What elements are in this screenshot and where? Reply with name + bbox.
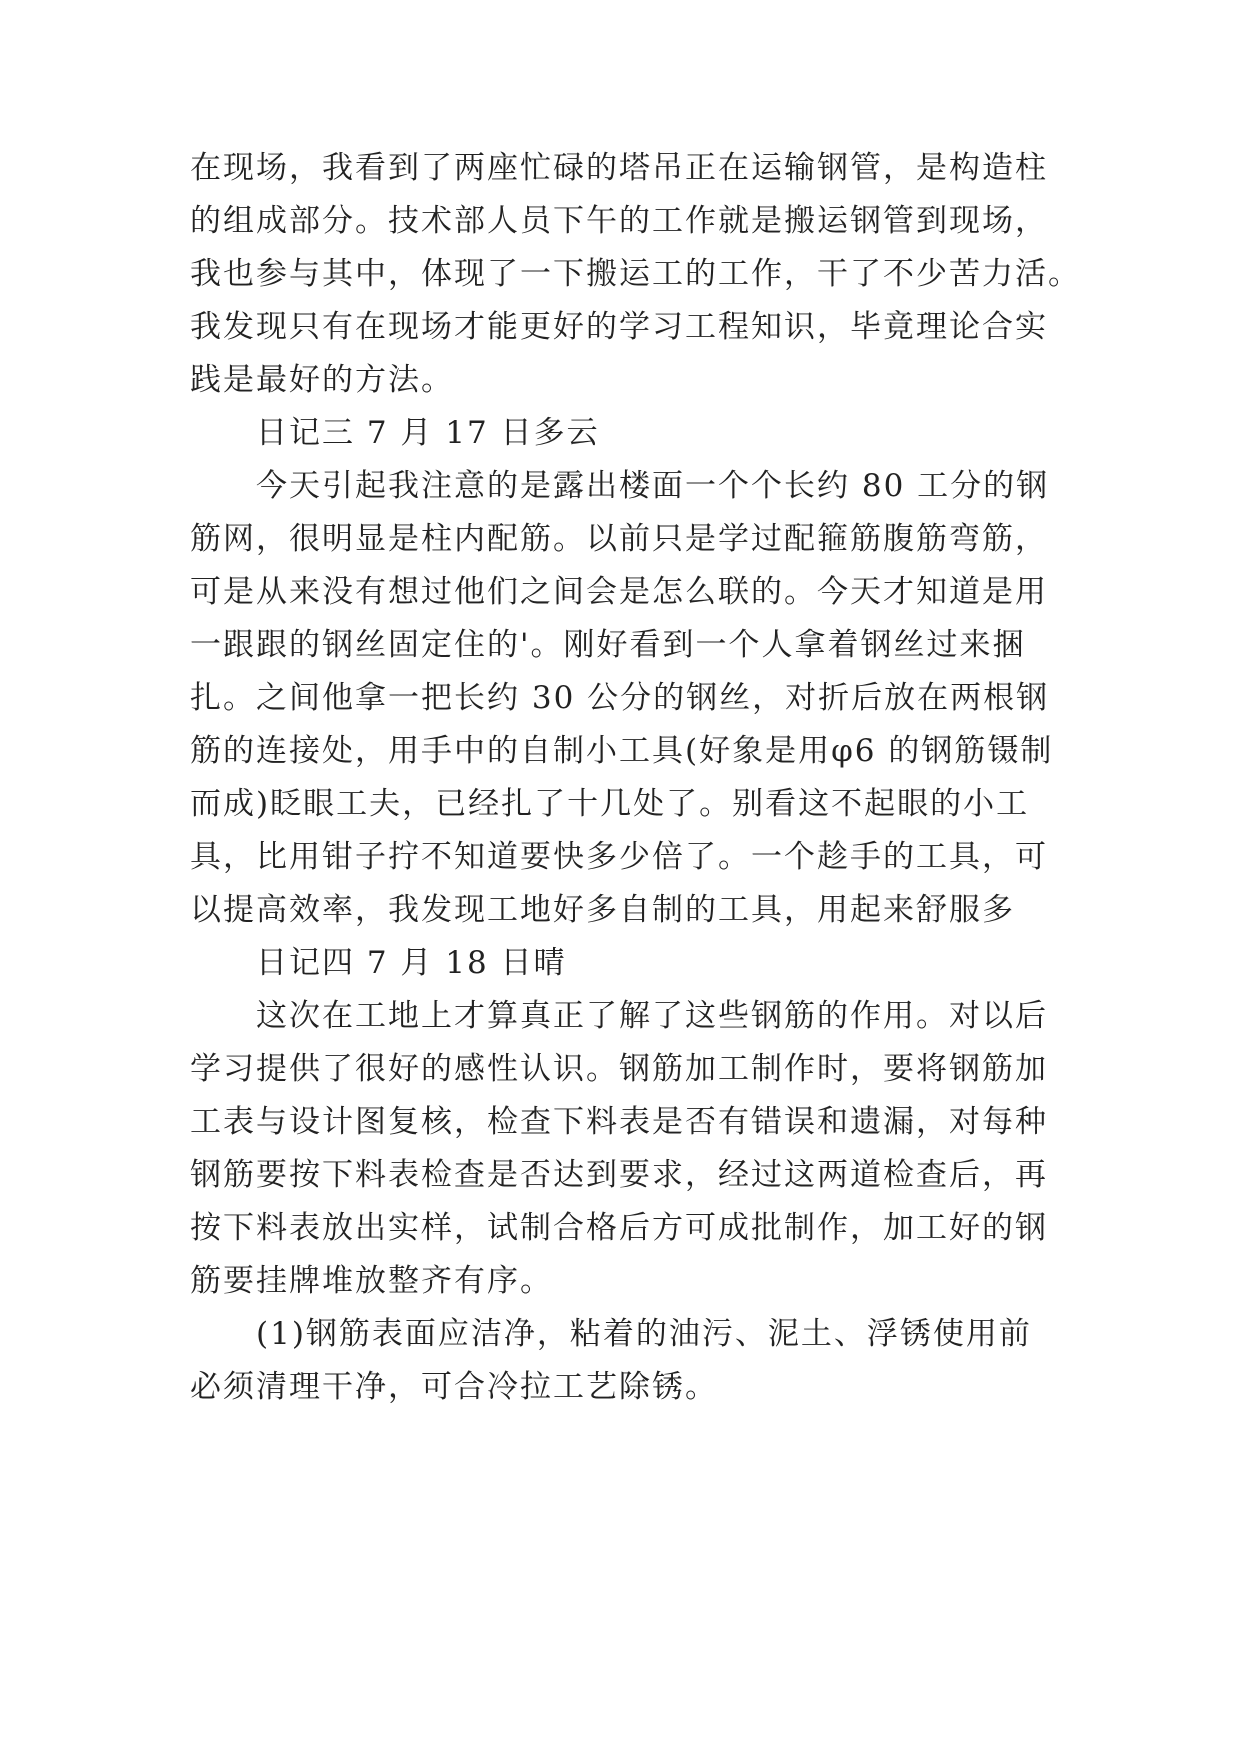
text-line: 在现场，我看到了两座忙碌的塔吊正在运输钢管，是构造柱 [190,150,1048,186]
text-line: 筋的连接处，用手中的自制小工具(好象是用φ6 的钢筋镊制 [190,733,1054,769]
text-line: 我也参与其中，体现了一下搬运工的工作，干了不少苦力活。 [190,256,1081,292]
text-line: 可是从来没有想过他们之间会是怎么联的。今天才知道是用 [190,574,1048,610]
text-line: 而成)眨眼工夫，已经扎了十几处了。别看这不起眼的小工 [190,786,1030,822]
text-line: 筋网，很明显是柱内配筋。以前只是学过配箍筋腹筋弯筋， [190,521,1048,557]
text-line: 今天引起我注意的是露出楼面一个个长约 80 工分的钢 [256,468,1050,504]
text-line: 这次在工地上才算真正了解了这些钢筋的作用。对以后 [256,998,1048,1034]
text-line: 按下料表放出实样，试制合格后方可成批制作，加工好的钢 [190,1210,1048,1246]
diary-heading: 日记三 7 月 17 日多云 [256,415,600,451]
text-line: 学习提供了很好的感性认识。钢筋加工制作时，要将钢筋加 [190,1051,1048,1087]
text-line: 钢筋要按下料表检查是否达到要求，经过这两道检查后，再 [190,1157,1048,1193]
text-line: 一跟跟的钢丝固定住的'。刚好看到一个人拿着钢丝过来捆 [190,627,1026,663]
text-line: 具，比用钳子拧不知道要快多少倍了。一个趁手的工具，可 [190,839,1048,875]
text-line: 的组成部分。技术部人员下午的工作就是搬运钢管到现场， [190,203,1048,239]
diary-heading: 日记四 7 月 18 日晴 [256,945,567,981]
text-line: 工表与设计图复核，检查下料表是否有错误和遗漏，对每种 [190,1104,1048,1140]
text-line: (1)钢筋表面应洁净，粘着的油污、泥土、浮锈使用前 [256,1316,1032,1352]
text-line: 以提高效率，我发现工地好多自制的工具，用起来舒服多 [190,892,1015,928]
text-line: 我发现只有在现场才能更好的学习工程知识，毕竟理论合实 [190,309,1048,345]
text-line: 必须清理干净，可合冷拉工艺除锈。 [190,1369,718,1405]
text-line: 扎。之间他拿一把长约 30 公分的钢丝，对折后放在两根钢 [190,680,1050,716]
text-line: 筋要挂牌堆放整齐有序。 [190,1263,553,1299]
text-line: 践是最好的方法。 [190,362,454,398]
